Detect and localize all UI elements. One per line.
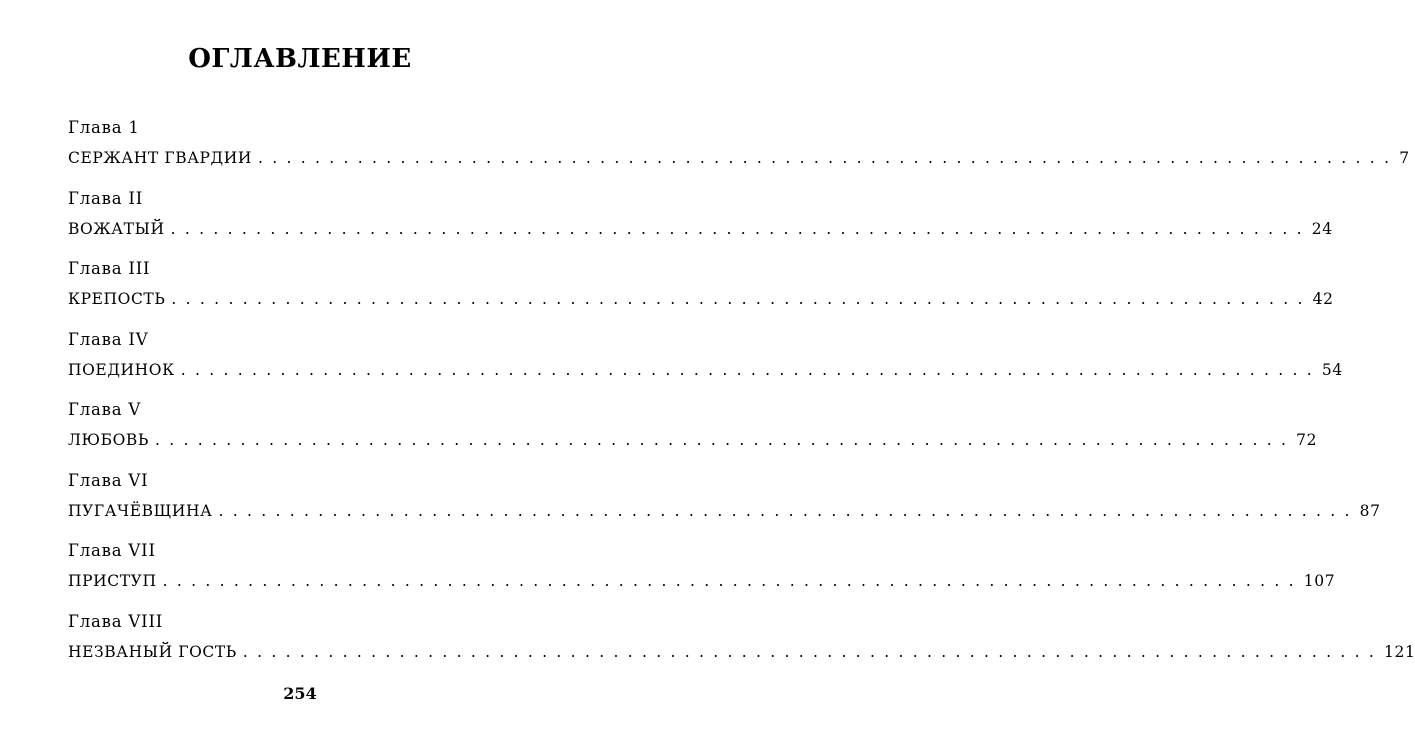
toc-entry — [68, 470, 1381, 542]
toc-entry — [68, 611, 1415, 683]
page-number: 42 — [1312, 290, 1334, 308]
dot-leader: . . . . . . . . . . . . . . . . . . . . . . . . . . . . . . . . . . . . . . . . . . . . . . . . . . . . . . . . . . . . . . . . . . . . . . . . . . . . . . . . — [171, 290, 1305, 308]
toc-entry — [68, 400, 1318, 471]
chapter-title: КРЕПОСТЬ — [68, 290, 166, 308]
toc-row[interactable] — [68, 219, 1333, 239]
toc-row[interactable] — [68, 430, 1318, 450]
dot-leader: . . . . . . . . . . . . . . . . . . . . . . . . . . . . . . . . . . . . . . . . . . . . . . . . . . . . . . . . . . . . . . . . . . . . . . . . . . . . . . . . — [154, 431, 1289, 449]
toc-entry — [68, 188, 1333, 260]
dot-leader: . . . . . . . . . . . . . . . . . . . . . . . . . . . . . . . . . . . . . . . . . . . . . . . . . . . . . . . . . . . . . . . . . . . . . . . . . . . . . . . . — [242, 642, 1377, 661]
page-number: 107 — [1303, 572, 1336, 590]
chapter-label: Глава V — [68, 400, 142, 419]
page-number: 54 — [1321, 360, 1343, 379]
table-of-contents — [68, 118, 1415, 682]
chapter-title: НЕЗВАНЫЙ ГОСТЬ — [68, 642, 237, 661]
chapter-title: ПУГАЧЁВЩИНА — [68, 501, 213, 520]
folio-page-number: 254 — [283, 684, 317, 703]
page-number: 72 — [1296, 431, 1318, 449]
toc-row[interactable] — [68, 289, 1334, 309]
chapter-label: Глава IV — [68, 329, 149, 349]
chapter-title: ПРИСТУП — [68, 572, 157, 590]
page-number: 121 — [1384, 642, 1415, 661]
chapter-label: Глава III — [68, 259, 151, 278]
page-number: 87 — [1359, 501, 1381, 520]
toc-row[interactable] — [68, 360, 1343, 380]
chapter-label: Глава VII — [68, 541, 156, 560]
dot-leader: . . . . . . . . . . . . . . . . . . . . . . . . . . . . . . . . . . . . . . . . . . . . . . . . . . . . . . . . . . . . . . . . . . . . . . . . . . . . . . . . — [162, 572, 1296, 590]
dot-leader: . . . . . . . . . . . . . . . . . . . . . . . . . . . . . . . . . . . . . . . . . . . . . . . . . . . . . . . . . . . . . . . . . . . . . . . . . . . . . . . . — [170, 219, 1304, 238]
dot-leader: . . . . . . . . . . . . . . . . . . . . . . . . . . . . . . . . . . . . . . . . . . . . . . . . . . . . . . . . . . . . . . . . . . . . . . . . . . . . . . . . — [258, 149, 1392, 167]
chapter-label: Глава II — [68, 188, 144, 208]
dot-leader: . . . . . . . . . . . . . . . . . . . . . . . . . . . . . . . . . . . . . . . . . . . . . . . . . . . . . . . . . . . . . . . . . . . . . . . . . . . . . . . . — [180, 360, 1314, 379]
page-title: ОГЛАВЛЕНИЕ — [188, 44, 412, 74]
chapter-title: ПОЕДИНОК — [68, 360, 175, 379]
page-number: 24 — [1311, 219, 1333, 238]
chapter-title: ВОЖАТЫЙ — [68, 219, 165, 238]
toc-row[interactable] — [68, 571, 1336, 591]
dot-leader: . . . . . . . . . . . . . . . . . . . . . . . . . . . . . . . . . . . . . . . . . . . . . . . . . . . . . . . . . . . . . . . . . . . . . . . . . . . . . . . . — [218, 501, 1352, 520]
chapter-title: СЕРЖАНТ ГВАРДИИ — [68, 149, 252, 167]
page-number: 7 — [1399, 149, 1410, 167]
toc-entry — [68, 259, 1334, 330]
toc-row[interactable] — [68, 501, 1381, 521]
chapter-label: Глава 1 — [68, 118, 140, 137]
chapter-label: Глава VI — [68, 470, 149, 490]
chapter-label: Глава VIII — [68, 611, 164, 631]
toc-entry — [68, 118, 1410, 189]
toc-row[interactable] — [68, 642, 1415, 662]
toc-entry — [68, 329, 1343, 401]
toc-entry — [68, 541, 1336, 612]
toc-row[interactable] — [68, 148, 1410, 168]
chapter-title: ЛЮБОВЬ — [68, 431, 149, 449]
